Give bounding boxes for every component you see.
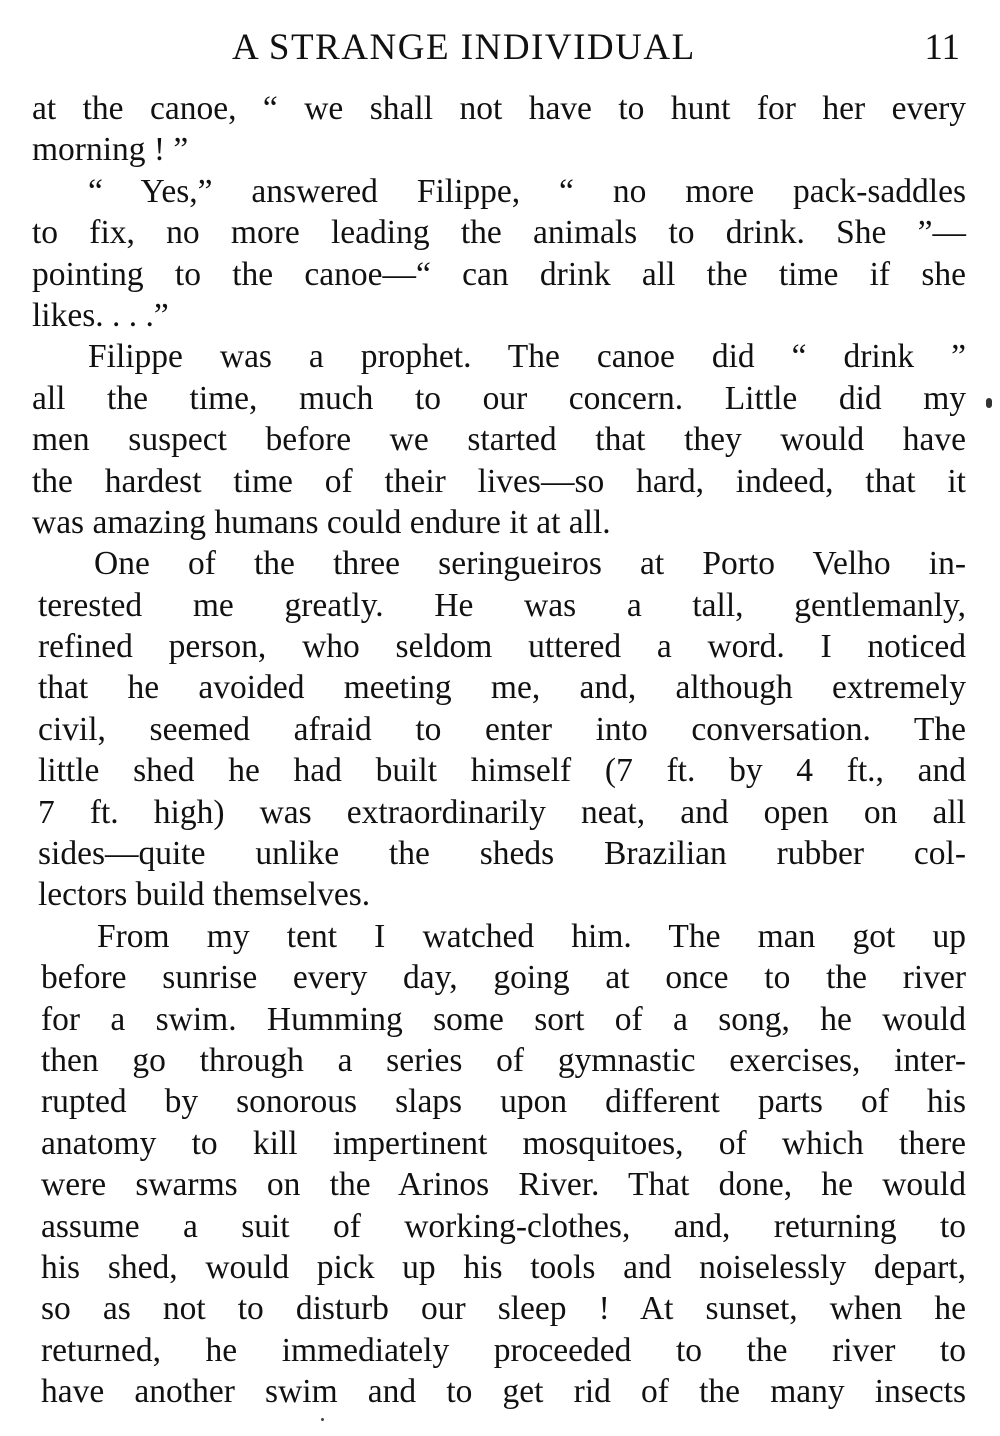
margin-ink-mark xyxy=(986,398,992,408)
text-line: “ Yes,” answered Filippe, “ no more pack-saddles xyxy=(88,172,966,210)
text-line: to fix, no more leading the animals to drink. She ”— xyxy=(32,214,966,252)
text-line: his shed, would pick up his tools and noiselessly depart, xyxy=(41,1248,966,1286)
text-line: refined person, who seldom uttered a word. I noticed xyxy=(38,628,966,666)
text-line: pointing to the canoe—“ can drink all the time if she xyxy=(32,255,966,293)
paragraph xyxy=(32,543,966,916)
text-line: then go through a series of gymnastic exercises, inter- xyxy=(41,1041,966,1079)
text-line: civil, seemed afraid to enter into conversation. The xyxy=(38,710,966,748)
body-text xyxy=(32,88,966,1413)
text-line: at the canoe, “ we shall not have to hunt for her every xyxy=(32,90,966,127)
text-line: that he avoided meeting me, and, although extremely xyxy=(38,669,966,707)
text-line: sides—quite unlike the sheds Brazilian rubber col- xyxy=(38,835,966,873)
text-line: From my tent I watched him. The man got up xyxy=(97,917,966,955)
text-line: returned, he immediately proceeded to the river to xyxy=(41,1331,966,1369)
paragraph xyxy=(32,171,966,337)
text-line: so as not to disturb our sleep ! At sunset, when he xyxy=(41,1290,966,1328)
page-number: 11 xyxy=(924,27,960,68)
text-line: rupted by sonorous slaps upon different parts of his xyxy=(41,1083,966,1121)
text-line: anatomy to kill impertinent mosquitoes, of which there xyxy=(41,1124,966,1162)
text-line: little shed he had built himself (7 ft. by 4 ft., and xyxy=(38,752,966,790)
text-line: have another swim and to get rid of the many insects xyxy=(41,1373,966,1411)
text-line: One of the three seringueiros at Porto Velho in- xyxy=(94,545,966,583)
text-line: Filippe was a prophet. The canoe did “ drink ” xyxy=(88,338,966,376)
running-head xyxy=(0,24,1000,72)
text-line: men suspect before we started that they would have xyxy=(32,421,966,459)
running-title: A STRANGE INDIVIDUAL xyxy=(232,27,696,68)
text-line: 7 ft. high) was extraordinarily neat, and open on all xyxy=(38,793,966,831)
text-line: all the time, much to our concern. Little did my xyxy=(32,379,966,417)
text-line: likes. . . .” xyxy=(32,296,169,334)
text-line: terested me greatly. He was a tall, gentlemanly, xyxy=(38,586,966,624)
text-line: lectors build themselves. xyxy=(38,876,371,914)
text-line: morning ! ” xyxy=(32,131,189,169)
paragraph xyxy=(32,916,966,1413)
text-line: were swarms on the Arinos River. That done, he would xyxy=(41,1166,966,1204)
text-line: before sunrise every day, going at once to the river xyxy=(41,959,966,997)
text-line: for a swim. Humming some sort of a song, he would xyxy=(41,1000,966,1038)
text-line: the hardest time of their lives—so hard, indeed, that it xyxy=(32,462,966,500)
text-line: assume a suit of working-clothes, and, returning to xyxy=(41,1207,966,1245)
ink-speck xyxy=(321,1418,324,1421)
text-line: was amazing humans could endure it at all. xyxy=(32,503,611,541)
paragraph xyxy=(32,336,966,543)
paragraph xyxy=(32,88,966,171)
